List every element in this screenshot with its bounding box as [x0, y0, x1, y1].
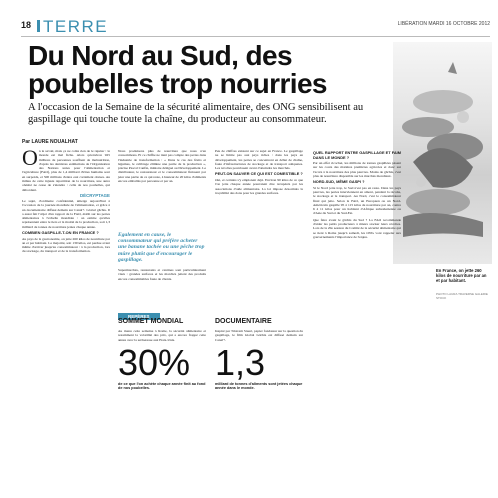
- article-column-2-tail: [118, 268, 206, 281]
- key-figure-text: de ce que l'on achète chaque année finit au fond de nos poubelles.: [118, 381, 206, 391]
- question-subhead: COMBIEN GASPILLE-T-ON EN FRANCE ?: [22, 230, 99, 236]
- photo-credit: PHOTO LAURA TRAVERSE GALERIE STOCK: [436, 292, 488, 300]
- page-header: [21, 16, 490, 36]
- body-paragraph: Supermarchés, restaurants et cantines sont particulièrement visés : grandes surfaces et les marchés jettent des produits encore consommables faute de clients.: [118, 268, 206, 281]
- key-figure: 30%: [118, 341, 191, 383]
- box-text: Inspiré par Tristram Stuart, papier fondateur sur la question du gaspillage, le film Global Gâchis est diffusé demain sur Canal+.: [215, 329, 303, 342]
- rubric-bar: [37, 20, 40, 32]
- question-subhead: PEUT-ON SAUVER CE QUI EST COMESTIBLE ?: [215, 171, 303, 177]
- food-waste-photo: [393, 42, 492, 264]
- article-column-4: [313, 149, 401, 239]
- photo-illustration: [393, 42, 492, 264]
- key-figure-text: milliard de tonnes d'aliments sont jetées chaque année dans le monde.: [215, 381, 303, 391]
- reperes-label: REPÈRES: [118, 313, 160, 320]
- reperes-box-documentary: [215, 318, 303, 391]
- box-title: SOMMET MONDIAL: [118, 318, 184, 325]
- box-text: Au menu cette semaine à Rome, la sécurité alimentaire et notamment la volatilité des prix, qui a encore frappé cette année avec la sécheresse aux Etats-Unis.: [118, 329, 206, 342]
- body-paragraph: Que faire avant le gâchis du Sud ? La FAO recommande d'aider les petits producteurs à mieux stocker leurs récoltes. Lors de la 20e session du Comité de la sécurité alimentaire qui se tient à Rome jusqu'à samedi, les ONG vont rappeler aux gouvernements l'importance de l'enjeu.: [313, 217, 401, 239]
- article-column-3: [215, 149, 303, 195]
- reperes-section: [118, 305, 303, 391]
- section-rubric: TERRE: [43, 17, 109, 36]
- article-column-2: [118, 149, 206, 183]
- key-figure: 1,3: [215, 341, 266, 383]
- drop-cap: O: [22, 145, 38, 170]
- body-paragraph: Peu de chiffres existent sur ce sujet en France. Le gaspillage ne se limite pas aux pays riches : dans les pays en développement, les pertes se concentrent en début de chaîne, faute d'infrastructures de stockage et de transport adéquates. Les récoltes pourrissent avant d'atteindre les marchés.: [215, 149, 303, 171]
- decryptage-label: DÉCRYPTAGE: [79, 192, 110, 198]
- lead-paragraph: n le savait, mais ça ne coûte rien de le répéter : le monde est mal fichu. Alors qu'environ 925 millions de personnes souffrent de malnutrition, d'après les dernières estimations de l'Organisation des Nations unies pour l'alimentation et l'agriculture (FAO), plus de 1,4 milliard d'êtres humains sont en surpoids, et 500 millions d'entre eux carrément obèses. Au milieu de cette injuste répartition de la nourriture, une autre obésité ne cesse de s'étendre : celle de nos poubelles, qui débordent.: [22, 149, 110, 192]
- body-paragraph: Oui, et certains s'y emploient déjà. Environ 90 kilos de ce que l'on jette chaque année pourraient être récupérés par les associations d'aide alimentaire. La loi impose désormais la traçabilité des dons pour les grandes surfaces.: [215, 177, 303, 195]
- body-paragraph: Le sujet, d'ordinaire confidentiel, émerge aujourd'hui à l'occasion de la journée mondiale de l'alimentation, et grâce à un documentaire diffusé demain sur Canal+. Global gâchis. Il a aussi fait l'objet d'un rapport de la FAO, établi sur les pertes alimentaires à l'échelle mondiale : on estime qu'elles représentent entre le tiers et la moitié de la production, soit 1,3 milliard de tonnes de nourriture jetées chaque année.: [22, 198, 110, 229]
- pull-quote: Egalement en cause, le consommateur qui préfère acheter une banane tachée ou une pêche trop mûre plutôt que d'encourager le gaspillage.: [118, 232, 205, 263]
- headline: Du Nord au Sud, des poubelles trop nourries: [28, 40, 327, 99]
- box-title: DOCUMENTAIRE: [215, 318, 272, 325]
- page-number: 18: [21, 20, 32, 30]
- article-column-1: [22, 145, 110, 254]
- header-divider: [21, 36, 490, 37]
- body-paragraph: Au pays de la gastronomie, on jette 260 kilos de nourriture par an et par habitant. La majorité, soit 130 kilos, est perdue avant même d'arriver jusqu'au consommateur : à la production, lors du stockage, du transport et de la transformation.: [22, 236, 110, 254]
- standfirst: A l'occasion de la Semaine de la sécurité alimentaire, des ONG sensibilisent au gaspillage qui touche toute la chaîne, du producteur au consommateur.: [28, 102, 364, 125]
- photo-caption: En France, on jette 260 kilos de nourriture par an et par habitant.: [436, 268, 487, 283]
- question-subhead: NORD-SUD, MÊME GASPI ?: [313, 179, 365, 185]
- body-paragraph: Nous produisons plus de nourriture que nous n'en consommons. Et ce chiffre ne tient pas compte des pertes dans l'industrie de transformation : « Dans le cas des fruits et légumes, le calibrage élimine une partie de la production », précise Pascal Canfin, ministre délégué au Développement. Le distributeur, le restaurateur et le consommateur finissent par jeter une partie de ce qui reste, à hauteur de 20 kilos d'aliments encore emballés par personne et par an.: [118, 149, 207, 184]
- body-paragraph: Si le Nord jette trop, le Sud n'est pas en reste. Dans les pays pauvres, les pertes interviennent en amont, pendant la récolte, le stockage et le transport. Au Nord, c'est le consommateur final qui jette. Selon la FAO, un Européen ou un Nord-Américain gaspille 95 à 115 kilos de nourriture par an, contre 6 à 11 kilos pour un habitant d'Afrique subsaharienne ou d'Asie du Sud et du Sud-Est.: [313, 185, 401, 216]
- reperes-box-summit: [118, 318, 206, 391]
- byline: Par LAURE NOUALHAT: [22, 139, 78, 145]
- body-paragraph: Par un effet ricochet, les millions de tonnes gaspillées pèsent sur les cours des matières premières agricoles et donc sur l'accès à la nourriture des plus pauvres. Moins de gâchis, c'est plus de nourriture disponible sur les marchés mondiaux.: [313, 161, 401, 178]
- masthead-date: LIBÉRATION MARDI 16 OCTOBRE 2012: [397, 21, 490, 27]
- question-subhead: QUEL RAPPORT ENTRE GASPILLAGE ET FAIM DANS LE MONDE ?: [313, 150, 401, 160]
